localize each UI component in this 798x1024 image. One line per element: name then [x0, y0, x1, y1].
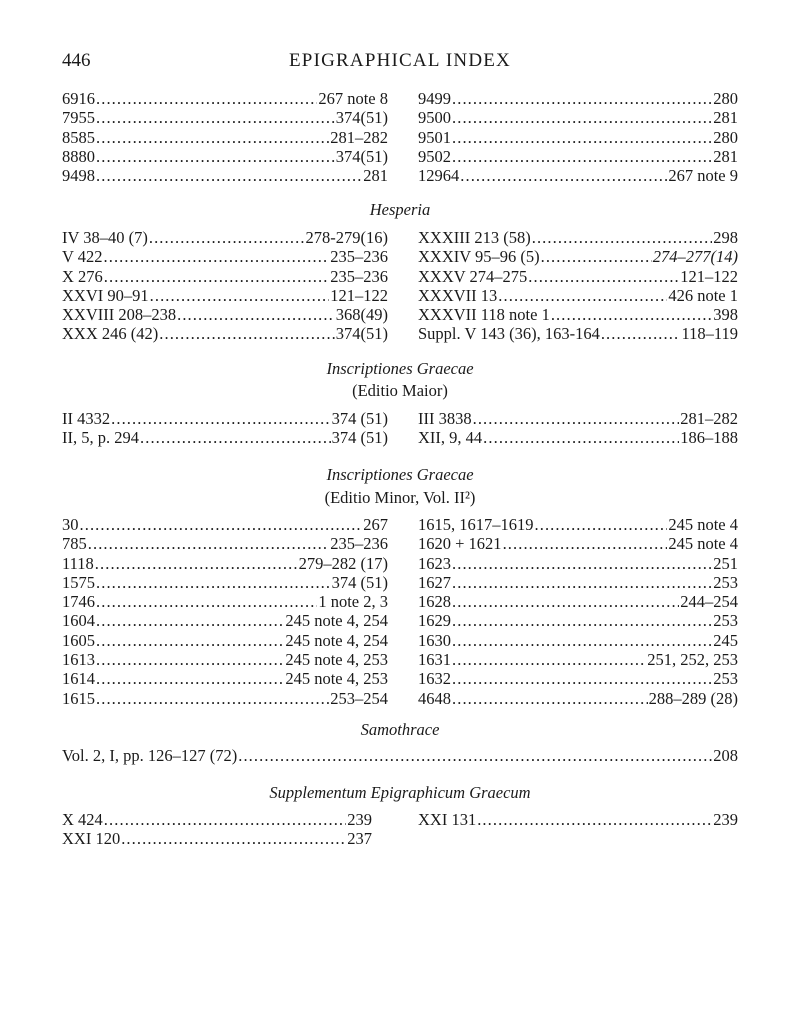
entry-page: 245 note 4, 254 — [285, 630, 388, 650]
index-entry — [62, 228, 388, 247]
page-number: 446 — [62, 50, 91, 71]
entry-page: 244–254 — [680, 592, 738, 612]
index-entry — [62, 128, 388, 147]
entry-key: IV 38–40 (7) — [62, 228, 148, 247]
index-entry — [62, 89, 388, 108]
entry-key: X 276 — [62, 266, 103, 286]
index-entry — [418, 286, 738, 305]
entry-page: 281–282 — [330, 127, 388, 147]
index-entry — [62, 428, 388, 447]
index-entry — [418, 810, 738, 829]
section-5-right-column — [418, 810, 738, 829]
entry-key: 1629 — [418, 611, 451, 631]
index-entry — [62, 166, 388, 185]
entry-page: 374 (51) — [331, 572, 388, 592]
index-entry — [418, 267, 738, 286]
entry-key: 6916 — [62, 89, 95, 108]
entry-page: 253–254 — [330, 688, 388, 708]
entry-key: XXI 120 — [62, 829, 121, 849]
entry-page: 374 (51) — [331, 428, 388, 448]
entry-page: 121–122 — [330, 285, 388, 305]
entry-page: 251, 252, 253 — [647, 650, 738, 670]
entry-key: 1627 — [418, 572, 451, 592]
entry-page: 245 — [713, 630, 738, 650]
index-entry — [62, 305, 388, 324]
entry-key: 9498 — [62, 166, 95, 186]
entry-key: II 4332 — [62, 409, 111, 428]
entry-page: 237 — [347, 829, 372, 849]
entry-key: 9501 — [418, 127, 451, 147]
section-2-right-column — [418, 409, 738, 448]
section-title-samothrace: Samothrace — [360, 720, 440, 739]
entry-page: 267 note 9 — [668, 166, 738, 186]
entry-key: 1604 — [62, 611, 95, 631]
entry-page: 267 — [363, 515, 388, 534]
page-header — [62, 50, 738, 76]
entry-key: XXXIV 95–96 (5) — [418, 247, 540, 267]
index-entry — [62, 147, 388, 166]
entry-key: 1614 — [62, 669, 95, 689]
index-entry — [62, 669, 388, 688]
entry-key: 1605 — [62, 630, 95, 650]
entry-key: 1613 — [62, 650, 95, 670]
entry-page: 121–122 — [680, 266, 738, 286]
entry-page: 374(51) — [335, 108, 388, 128]
entry-key: 9500 — [418, 108, 451, 128]
entry-key: XXVIII 208–238 — [62, 305, 177, 325]
entry-key: 1623 — [418, 553, 451, 573]
entry-page: 239 — [713, 810, 738, 829]
section-title-ig-maior: Inscriptiones Graecae — [326, 359, 474, 378]
entry-key: II, 5, p. 294 — [62, 428, 139, 448]
entry-page: 208 — [713, 746, 738, 765]
index-entry — [418, 409, 738, 428]
entry-page: 374(51) — [335, 324, 388, 344]
index-entry — [418, 147, 738, 166]
index-entry — [418, 324, 738, 343]
entry-key: 1631 — [418, 650, 451, 670]
index-entry — [418, 305, 738, 324]
index-entry — [418, 166, 738, 185]
index-entry — [418, 247, 738, 266]
section-3-right-column — [418, 515, 738, 708]
entry-page: 118–119 — [681, 324, 738, 344]
section-subtitle-ig-maior: (Editio Maior) — [352, 381, 448, 400]
entry-key: XXVI 90–91 — [62, 285, 149, 305]
entry-key: 1615 — [62, 688, 95, 708]
entry-key: XXXIII 213 (58) — [418, 228, 531, 247]
section-4-full-column — [62, 746, 738, 765]
entry-key: 785 — [62, 534, 87, 554]
index-entry — [418, 554, 738, 573]
entry-page: 281–282 — [680, 409, 738, 428]
index-entry — [62, 573, 388, 592]
section-subtitle-ig-minor: (Editio Minor, Vol. II²) — [324, 488, 476, 507]
index-entry — [418, 669, 738, 688]
entry-key: 1615, 1617–1619 — [418, 515, 534, 534]
index-entry — [418, 108, 738, 127]
index-entry — [62, 746, 738, 765]
entry-key: 1628 — [418, 592, 451, 612]
section-title-ig-minor: Inscriptiones Graecae — [326, 465, 474, 484]
entry-page: 1 note 2, 3 — [318, 592, 388, 612]
section-1-left-column — [62, 228, 388, 344]
entry-page: 279–282 (17) — [298, 553, 388, 573]
index-entry — [418, 515, 738, 534]
entry-page: 235–236 — [330, 247, 388, 267]
index-entry — [62, 324, 388, 343]
index-entry — [62, 554, 388, 573]
entry-page: 186–188 — [680, 428, 738, 448]
section-0-right-column — [418, 89, 738, 185]
entry-key: 12964 — [418, 166, 460, 186]
page-title: EPIGRAPHICAL INDEX — [289, 50, 511, 71]
index-entry — [418, 573, 738, 592]
index-entry — [418, 428, 738, 447]
entry-key: 1620 + 1621 — [418, 534, 502, 554]
entry-page: 245 note 4, 254 — [285, 611, 388, 631]
index-entry — [418, 611, 738, 630]
index-entry — [62, 515, 388, 534]
index-entry — [418, 128, 738, 147]
entry-page: 281 — [363, 166, 388, 186]
entry-key: 30 — [62, 515, 79, 534]
section-5-left-column — [62, 810, 372, 849]
entry-key: XII, 9, 44 — [418, 428, 483, 448]
entry-key: Suppl. V 143 (36), 163-164 — [418, 324, 600, 344]
entry-key: 1632 — [418, 669, 451, 689]
entry-page: 267 note 8 — [318, 89, 388, 108]
index-entry — [62, 810, 372, 829]
index-entry — [62, 829, 372, 848]
index-entry — [62, 286, 388, 305]
entry-page: 281 — [713, 108, 738, 128]
index-entry — [418, 592, 738, 611]
entry-key: 9502 — [418, 146, 451, 166]
index-entry — [418, 650, 738, 669]
entry-page: 281 — [713, 146, 738, 166]
entry-key: 8880 — [62, 146, 95, 166]
entry-key: 8585 — [62, 127, 95, 147]
entry-key: 9499 — [418, 89, 451, 108]
entry-key: X 424 — [62, 810, 103, 829]
entry-key: V 422 — [62, 247, 103, 267]
index-entry — [418, 631, 738, 650]
section-3-left-column — [62, 515, 388, 708]
entry-page: 288–289 (28) — [648, 688, 738, 708]
entry-key: 1118 — [62, 553, 94, 573]
entry-page: 374(51) — [335, 146, 388, 166]
index-entry — [62, 108, 388, 127]
entry-key: XXX 246 (42) — [62, 324, 159, 344]
entry-page: 298 — [713, 228, 738, 247]
entry-key: III 3838 — [418, 409, 472, 428]
index-entry — [62, 631, 388, 650]
entry-page: 368(49) — [335, 305, 388, 325]
entry-page: 398 — [713, 305, 738, 325]
entry-key: 4648 — [418, 688, 451, 708]
entry-key: XXI 131 — [418, 810, 477, 829]
entry-page: 426 note 1 — [668, 285, 738, 305]
index-entry — [62, 409, 388, 428]
index-entry — [62, 247, 388, 266]
entry-page: 245 note 4, 253 — [285, 650, 388, 670]
index-entry — [62, 650, 388, 669]
entry-key: 7955 — [62, 108, 95, 128]
entry-page: 253 — [713, 611, 738, 631]
entry-page: 251 — [713, 553, 738, 573]
entry-key: 1575 — [62, 572, 95, 592]
entry-page: 235–236 — [330, 534, 388, 554]
entry-page: 253 — [713, 572, 738, 592]
entry-page: 280 — [713, 89, 738, 108]
index-entry — [62, 689, 388, 708]
entry-page: 274–277(14) — [652, 247, 738, 267]
entry-page: 239 — [347, 810, 372, 829]
entry-page: 280 — [713, 127, 738, 147]
section-1-right-column — [418, 228, 738, 344]
index-entry — [418, 228, 738, 247]
section-title-hesperia: Hesperia — [369, 200, 431, 219]
section-0-left-column — [62, 89, 388, 185]
entry-key: XXXVII 13 — [418, 285, 498, 305]
section-2-left-column — [62, 409, 388, 448]
entry-page: 245 note 4 — [668, 515, 738, 534]
entry-page: 245 note 4, 253 — [285, 669, 388, 689]
section-title-seg: Supplementum Epigraphicum Graecum — [269, 783, 531, 802]
entry-key: 1630 — [418, 630, 451, 650]
entry-page: 245 note 4 — [668, 534, 738, 554]
entry-key: Vol. 2, I, pp. 126–127 (72) — [62, 746, 238, 765]
entry-key: XXXV 274–275 — [418, 266, 528, 286]
index-entry — [62, 267, 388, 286]
index-entry — [62, 611, 388, 630]
index-entry — [418, 89, 738, 108]
entry-page: 235–236 — [330, 266, 388, 286]
entry-key: 1746 — [62, 592, 95, 612]
entry-key: XXXVII 118 note 1 — [418, 305, 550, 325]
index-entry — [418, 689, 738, 708]
entry-page: 374 (51) — [331, 409, 388, 428]
entry-page: 253 — [713, 669, 738, 689]
entry-page: 278-279(16) — [305, 228, 388, 247]
index-entry — [418, 534, 738, 553]
index-entry — [62, 534, 388, 553]
index-entry — [62, 592, 388, 611]
